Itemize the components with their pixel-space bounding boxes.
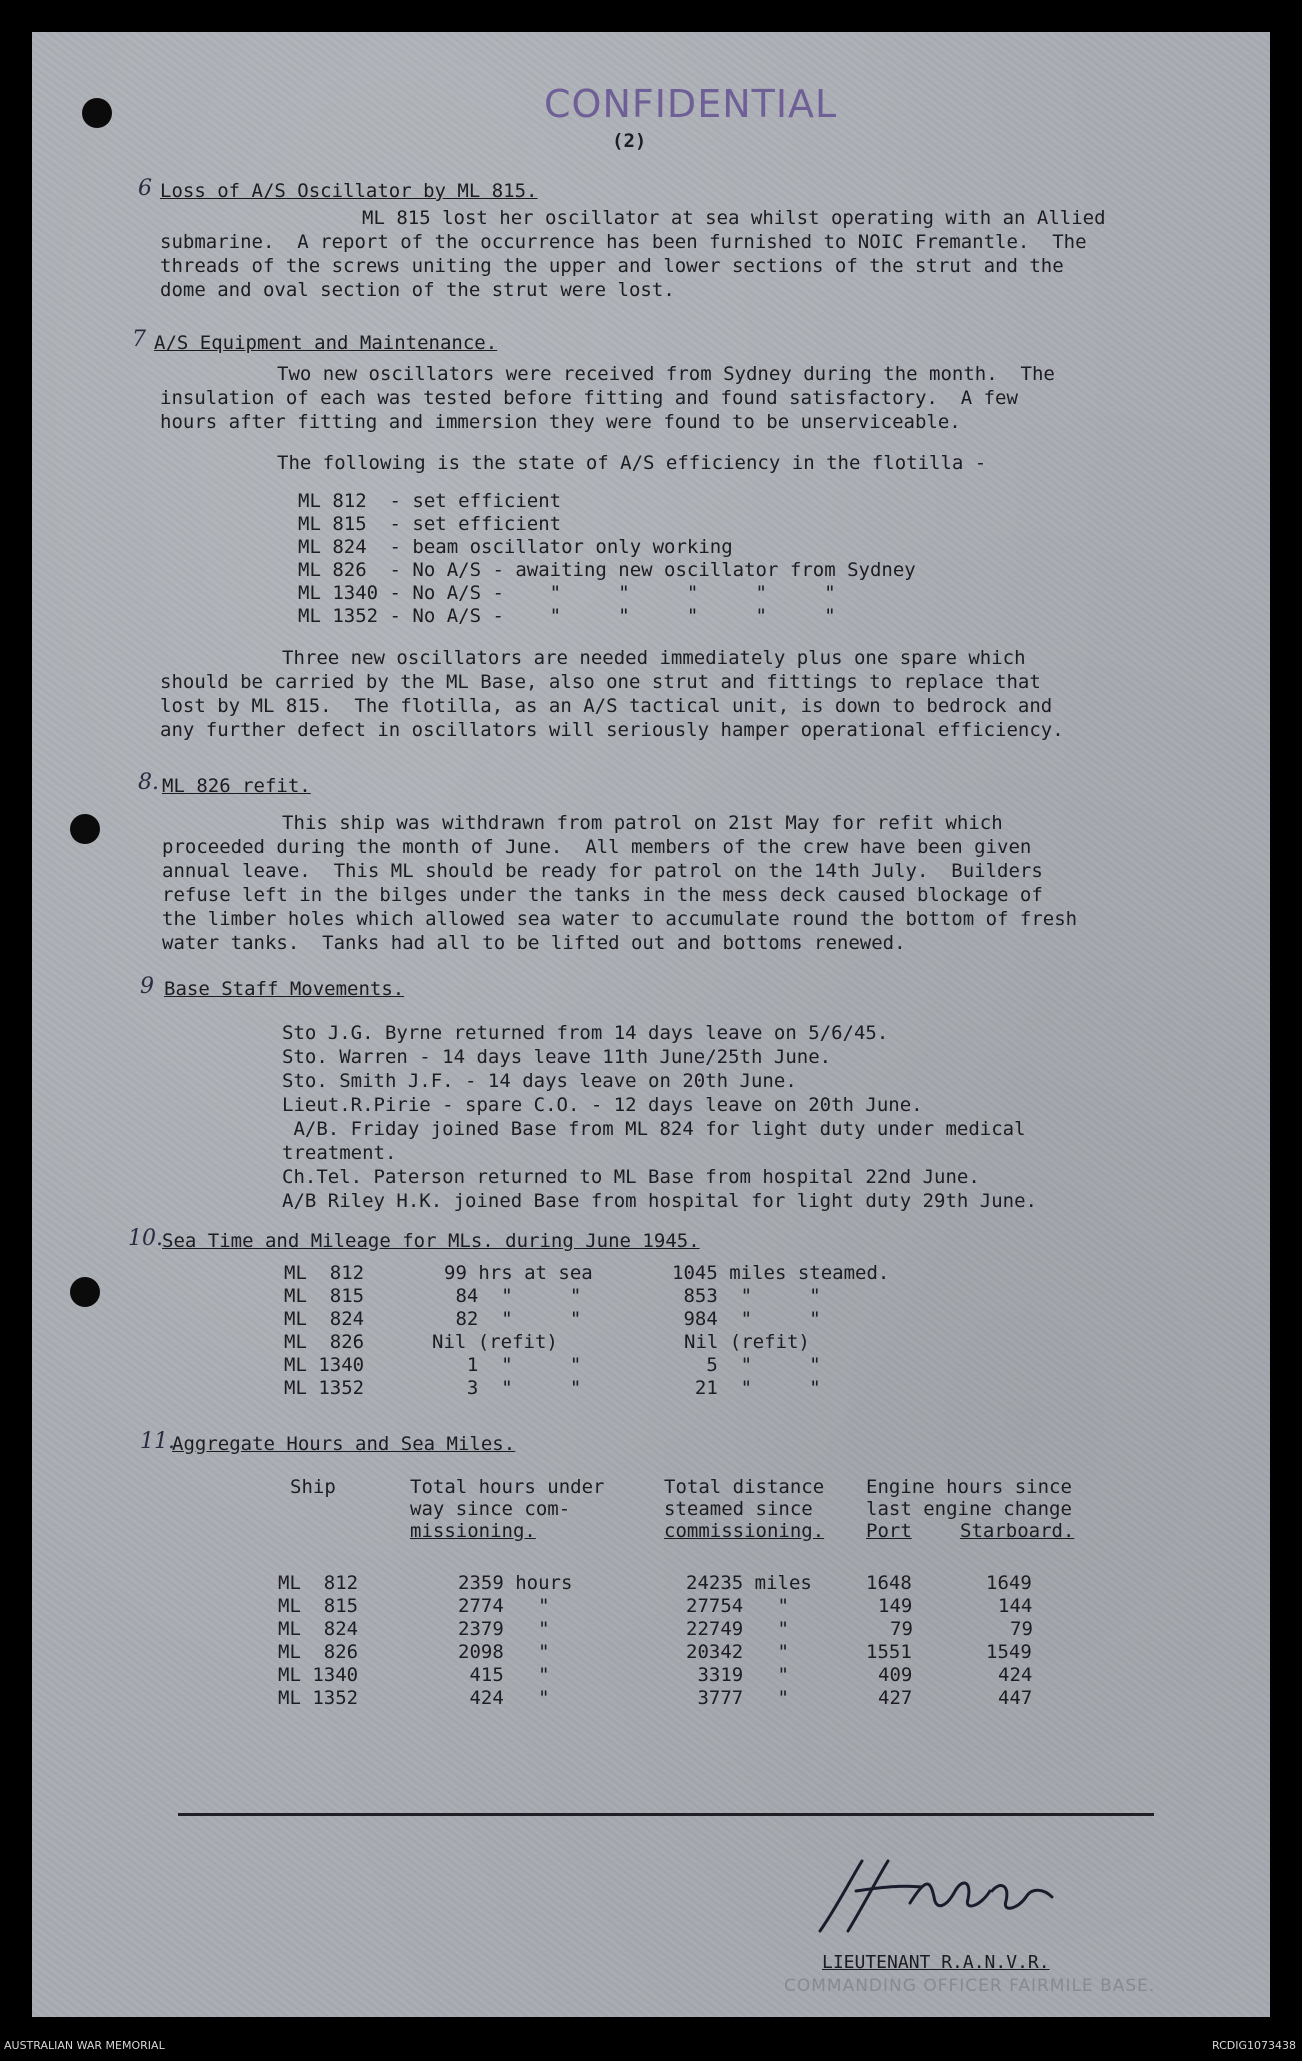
sea-time-ship: ML 812 bbox=[284, 1262, 365, 1284]
aggregate-starboard: 144 bbox=[998, 1595, 1033, 1617]
efficiency-list-item: ML 826 - No A/S - awaiting new oscillator from Sydney bbox=[298, 559, 916, 581]
aggregate-header-hours: Total hours under bbox=[410, 1476, 605, 1498]
punch-hole-bottom bbox=[70, 1277, 100, 1307]
aggregate-port: 1551 bbox=[866, 1641, 912, 1663]
sea-time-hours: 1 " " bbox=[444, 1354, 582, 1376]
section-7-number: 7 bbox=[132, 327, 146, 352]
aggregate-ship: ML 1352 bbox=[278, 1687, 359, 1709]
aggregate-starboard: 424 bbox=[998, 1664, 1033, 1686]
sea-time-hours: 99 hrs at sea bbox=[444, 1262, 593, 1284]
aggregate-header-port: Port bbox=[866, 1520, 912, 1542]
section-7-closing: should be carried by the ML Base, also one strut and fittings to replace that bbox=[160, 671, 1041, 693]
staff-movement-line: Ch.Tel. Paterson returned to ML Base from hospital 22nd June. bbox=[282, 1166, 980, 1188]
sea-time-miles: Nil (refit) bbox=[684, 1331, 810, 1353]
punch-hole-middle bbox=[70, 814, 100, 844]
aggregate-port: 409 bbox=[878, 1664, 913, 1686]
section-8-heading: ML 826 refit. bbox=[162, 775, 311, 797]
punch-hole-top bbox=[82, 98, 112, 128]
section-6-line: ML 815 lost her oscillator at sea whilst operating with an Allied bbox=[362, 207, 1106, 229]
aggregate-header-distance: steamed since bbox=[664, 1498, 813, 1520]
efficiency-list-item: ML 1340 - No A/S - " " " " " bbox=[298, 582, 836, 604]
aggregate-header-ship: Ship bbox=[290, 1476, 336, 1498]
section-8-line: refuse left in the bilges under the tanks in the mess deck caused blockage of bbox=[162, 884, 1043, 906]
aggregate-ship: ML 1340 bbox=[278, 1664, 359, 1686]
section-8-line: proceeded during the month of June. All members of the crew have been given bbox=[162, 836, 1032, 858]
sea-time-miles: 853 " " bbox=[672, 1285, 821, 1307]
sea-time-ship: ML 815 bbox=[284, 1285, 365, 1307]
aggregate-hours: 424 " bbox=[458, 1687, 550, 1709]
efficiency-list-item: ML 812 - set efficient bbox=[298, 490, 562, 512]
aggregate-header-starboard: Starboard. bbox=[960, 1520, 1075, 1542]
aggregate-hours: 2774 " bbox=[458, 1595, 550, 1617]
aggregate-hours: 2359 hours bbox=[458, 1572, 573, 1594]
aggregate-ship: ML 826 bbox=[278, 1641, 359, 1663]
sea-time-miles: 984 " " bbox=[672, 1308, 821, 1330]
section-11-heading: Aggregate Hours and Sea Miles. bbox=[172, 1433, 516, 1455]
staff-movement-line: A/B. Friday joined Base from ML 824 for light duty under medical bbox=[282, 1118, 1026, 1140]
aggregate-header-hours: way since com- bbox=[410, 1498, 571, 1520]
efficiency-list-item: ML 815 - set efficient bbox=[298, 513, 562, 535]
faint-office-stamp: COMMANDING OFFICER FAIRMILE BASE. bbox=[784, 1976, 1156, 1996]
aggregate-header-distance: Total distance bbox=[664, 1476, 825, 1498]
section-6-line: dome and oval section of the strut were lost. bbox=[160, 279, 675, 301]
section-8-line: water tanks. Tanks had all to be lifted out and bottoms renewed. bbox=[162, 932, 906, 954]
aggregate-distance: 3777 " bbox=[686, 1687, 789, 1709]
section-10-number: 10. bbox=[128, 1226, 163, 1251]
sea-time-miles: 21 " " bbox=[672, 1377, 821, 1399]
staff-movement-line: treatment. bbox=[282, 1142, 397, 1164]
section-8-line: annual leave. This ML should be ready for patrol on the 14th July. Builders bbox=[162, 860, 1043, 882]
handwritten-signature bbox=[812, 1847, 1062, 1942]
sea-time-ship: ML 1340 bbox=[284, 1354, 365, 1376]
aggregate-header-hours: missioning. bbox=[410, 1520, 536, 1542]
staff-movement-line: Sto J.G. Byrne returned from 14 days leave on 5/6/45. bbox=[282, 1022, 889, 1044]
sea-time-ship: ML 1352 bbox=[284, 1377, 365, 1399]
section-6-heading: Loss of A/S Oscillator by ML 815. bbox=[160, 180, 538, 202]
aggregate-port: 427 bbox=[878, 1687, 913, 1709]
aggregate-hours: 2098 " bbox=[458, 1641, 550, 1663]
staff-movement-line: Sto. Warren - 14 days leave 11th June/25th June. bbox=[282, 1046, 832, 1068]
aggregate-distance: 22749 " bbox=[686, 1618, 789, 1640]
section-6-number: 6 bbox=[138, 176, 152, 201]
section-7-line: Two new oscillators were received from Sydney during the month. The bbox=[277, 363, 1055, 385]
aggregate-distance: 24235 miles bbox=[686, 1572, 812, 1594]
aggregate-starboard: 79 bbox=[1010, 1618, 1033, 1640]
aggregate-header-engine: Engine hours since bbox=[866, 1476, 1072, 1498]
aggregate-ship: ML 824 bbox=[278, 1618, 359, 1640]
aggregate-header-engine: last engine change bbox=[866, 1498, 1072, 1520]
aggregate-port: 149 bbox=[878, 1595, 913, 1617]
sea-time-hours: 84 " " bbox=[444, 1285, 582, 1307]
section-11-number: 11. bbox=[140, 1429, 175, 1454]
staff-movement-line: Lieut.R.Pirie - spare C.O. - 12 days leave on 20th June. bbox=[282, 1094, 923, 1116]
section-8-number: 8. bbox=[138, 770, 159, 795]
aggregate-ship: ML 815 bbox=[278, 1595, 359, 1617]
aggregate-header-distance: commissioning. bbox=[664, 1520, 825, 1542]
section-10-heading: Sea Time and Mileage for MLs. during June 1945. bbox=[162, 1230, 700, 1252]
sea-time-miles: 1045 miles steamed. bbox=[672, 1262, 890, 1284]
section-7-closing: any further defect in oscillators will seriously hamper operational efficiency. bbox=[160, 719, 1064, 741]
aggregate-hours: 415 " bbox=[458, 1664, 550, 1686]
aggregate-starboard: 1549 bbox=[986, 1641, 1032, 1663]
sea-time-ship: ML 826 bbox=[284, 1331, 365, 1353]
sea-time-ship: ML 824 bbox=[284, 1308, 365, 1330]
aggregate-distance: 20342 " bbox=[686, 1641, 789, 1663]
page-number: (2) bbox=[612, 130, 647, 152]
section-7-closing: Three new oscillators are needed immediately plus one spare which bbox=[282, 647, 1026, 669]
staff-movement-line: Sto. Smith J.F. - 14 days leave on 20th June. bbox=[282, 1070, 797, 1092]
section-7-line: insulation of each was tested before fitting and found satisfactory. A few bbox=[160, 387, 1018, 409]
section-6-line: threads of the screws uniting the upper and lower sections of the strut and the bbox=[160, 255, 1064, 277]
signatory-title: LIEUTENANT R.A.N.V.R. bbox=[822, 1952, 1050, 1973]
section-6-line: submarine. A report of the occurrence has been furnished to NOIC Fremantle. The bbox=[160, 231, 1087, 253]
section-9-heading: Base Staff Movements. bbox=[164, 978, 405, 1000]
section-7-line: hours after fitting and immersion they were found to be unserviceable. bbox=[160, 411, 961, 433]
aggregate-distance: 3319 " bbox=[686, 1664, 789, 1686]
sea-time-hours: 3 " " bbox=[444, 1377, 582, 1399]
aggregate-distance: 27754 " bbox=[686, 1595, 789, 1617]
efficiency-list-item: ML 824 - beam oscillator only working bbox=[298, 536, 733, 558]
aggregate-starboard: 447 bbox=[998, 1687, 1033, 1709]
footer-archive-label: AUSTRALIAN WAR MEMORIAL bbox=[4, 2039, 165, 2052]
aggregate-hours: 2379 " bbox=[458, 1618, 550, 1640]
section-8-line: This ship was withdrawn from patrol on 21st May for refit which bbox=[282, 812, 1003, 834]
aggregate-starboard: 1649 bbox=[986, 1572, 1032, 1594]
section-7-heading: A/S Equipment and Maintenance. bbox=[154, 332, 498, 354]
document-page bbox=[32, 32, 1270, 2017]
section-8-line: the limber holes which allowed sea water to accumulate round the bottom of fresh bbox=[162, 908, 1078, 930]
aggregate-port: 1648 bbox=[866, 1572, 912, 1594]
sea-time-hours: 82 " " bbox=[444, 1308, 582, 1330]
aggregate-port: 79 bbox=[890, 1618, 913, 1640]
footer-record-id: RCDIG1073438 bbox=[1211, 2039, 1296, 2052]
table-bottom-rule bbox=[178, 1813, 1154, 1816]
section-9-number: 9 bbox=[140, 974, 154, 999]
efficiency-list-item: ML 1352 - No A/S - " " " " " bbox=[298, 605, 836, 627]
section-7-closing: lost by ML 815. The flotilla, as an A/S tactical unit, is down to bedrock and bbox=[160, 695, 1053, 717]
section-7-intro: The following is the state of A/S efficiency in the flotilla - bbox=[277, 452, 987, 474]
confidential-stamp: CONFIDENTIAL bbox=[544, 82, 838, 126]
aggregate-ship: ML 812 bbox=[278, 1572, 359, 1594]
sea-time-miles: 5 " " bbox=[672, 1354, 821, 1376]
staff-movement-line: A/B Riley H.K. joined Base from hospital for light duty 29th June. bbox=[282, 1190, 1037, 1212]
sea-time-hours: Nil (refit) bbox=[432, 1331, 558, 1353]
